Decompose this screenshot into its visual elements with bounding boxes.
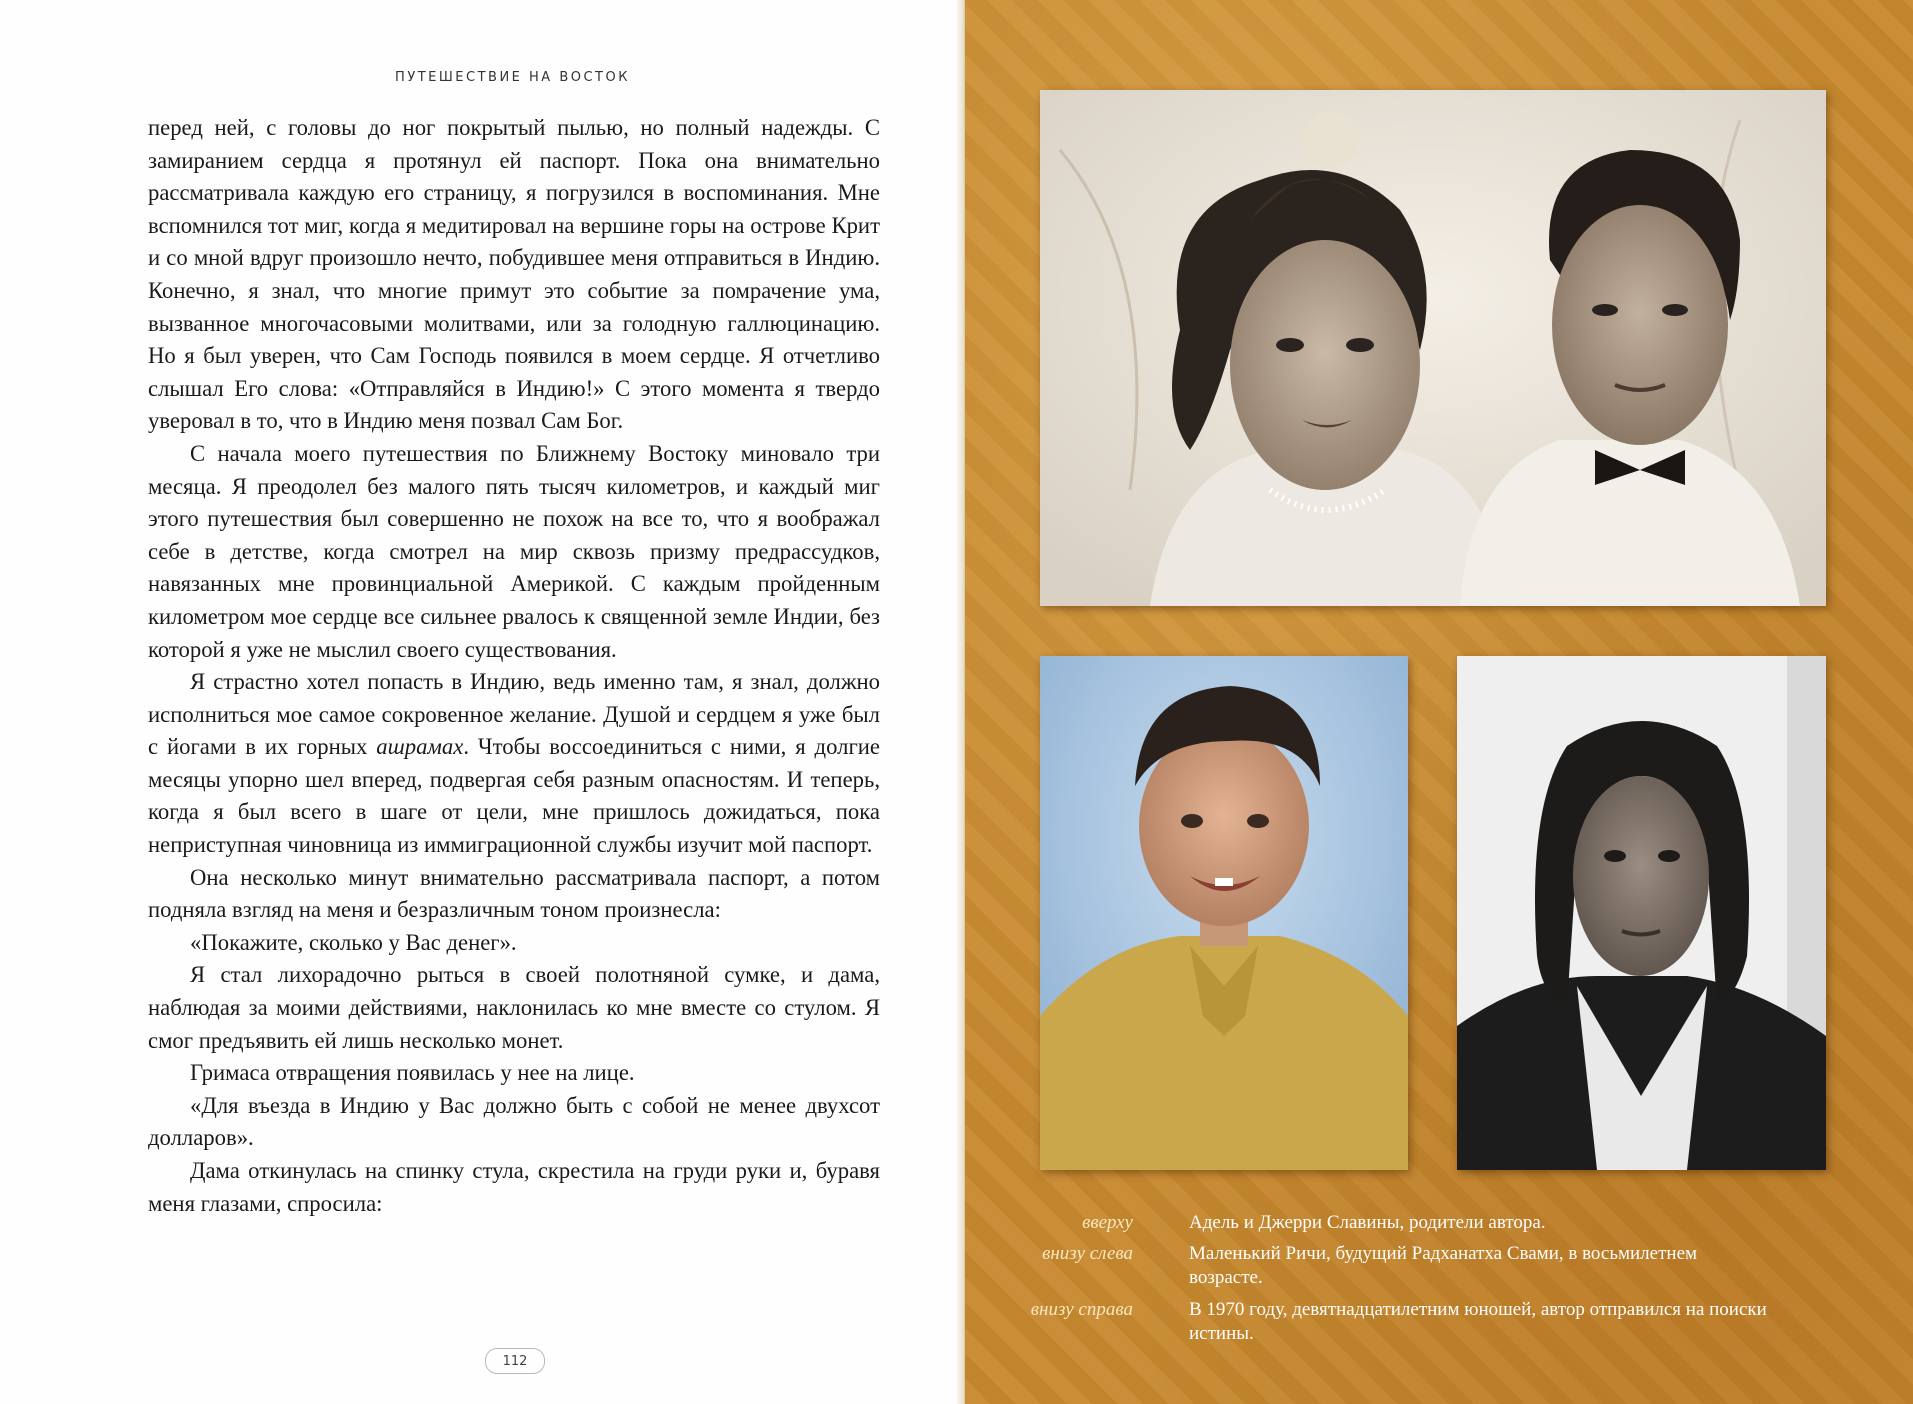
caption-top-label: вверху bbox=[1082, 1212, 1133, 1233]
right-page bbox=[965, 0, 1913, 1404]
paragraph-8: «Для въезда в Индию у Вас должно быть с собой не менее двухсот долларов». bbox=[148, 1092, 880, 1151]
paragraph-2: С начала моего путешествия по Ближнему Востоку миновало три месяца. Я преодолел без малого пять тысяч километров, и каждый миг этого путешествия был совершенно не похож на все то, что я воображал себе в детстве, когда смотрел на мир сквозь призму предрассудков, навязанных мне провинциальной Америкой. С каждым пройденным километром мое сердце все сильнее рвалось к священной земле Индии, без которой я уже не мыслил своего существования. bbox=[148, 440, 880, 662]
paragraph-3-end: . Чтобы воссоединиться с ними, я долгие месяцы упорно шел вперед, подвергая себя разным опасностям. И теперь, когда я был всего в шаге от цели, мне пришлось дожидаться, пока неприступная чиновница из иммиграционной службы изучит мой паспорт. bbox=[148, 734, 880, 858]
paragraph-7: Гримаса отвращения появилась у нее на лице. bbox=[190, 1060, 635, 1086]
body-text bbox=[148, 112, 880, 1220]
caption-bottom-right-text: В 1970 году, девятнадцатилетним юношей, автор отправился на поиски истины. bbox=[1189, 1299, 1767, 1344]
caption-bottom-right-label: внизу справа bbox=[1030, 1299, 1133, 1320]
paragraph-6: Я стал лихорадочно рыться в своей полотняной сумке, и дама, наблюдая за моими действиями, наклонилась ко мне вместе со стулом. Я смог предъявить ей лишь несколько монет. bbox=[148, 962, 880, 1053]
italic-term: ашрамах bbox=[376, 734, 464, 760]
caption-top-text: Адель и Джерри Славины, родители автора. bbox=[1189, 1212, 1546, 1233]
photo-boy bbox=[1040, 656, 1408, 1170]
photo-young-man-image bbox=[1457, 656, 1826, 1170]
paragraph-1: перед ней, с головы до ног покрытый пылью, но полный надежды. С замиранием сердца я протянул ей паспорт. Пока она внимательно рассматривала каждую его страницу, я погрузился в воспоминания. Мне вспомнился тот миг, когда я медитировал на вершине горы на острове Крит и со мной вдруг произошло нечто, побудившее меня отправиться в Индию. Конечно, я знал, что многие примут это событие за помрачение ума, вызванное многочасовыми молитвами, или за голодную галлюцинацию. Но я был уверен, что Сам Господь появился в моем сердце. Я отчетливо слышал Его слова: «Отправляйся в Индию!» С этого момента я твердо уверовал в то, что в Индию меня позвал Сам Бог. bbox=[148, 115, 880, 434]
paragraph-9: Дама откинулась на спинку стула, скрестила на груди руки и, буравя меня глазами, спросила: bbox=[148, 1158, 880, 1216]
paragraph-4: Она несколько минут внимательно рассматривала паспорт, а потом подняла взгляд на меня и безразличным тоном произнесла: bbox=[148, 864, 880, 923]
paragraph-3 bbox=[148, 666, 880, 862]
page-number-text: 112 bbox=[502, 1353, 528, 1369]
photo-parents-image bbox=[1040, 90, 1826, 606]
running-head: ПУТЕШЕСТВИЕ НА ВОСТОК bbox=[395, 70, 630, 85]
paragraph-5: «Покажите, сколько у Вас денег». bbox=[190, 929, 517, 955]
page-number bbox=[485, 1348, 545, 1374]
photo-parents bbox=[1040, 90, 1826, 606]
caption-bottom-left-text: Маленький Ричи, будущий Радханатха Свами, в восьмилетнем возрасте. bbox=[1189, 1243, 1698, 1288]
photo-young-man bbox=[1457, 656, 1826, 1170]
photo-boy-image bbox=[1040, 656, 1408, 1170]
caption-bottom-left-label: внизу слева bbox=[1042, 1243, 1133, 1264]
paragraph-3-start: Я страстно хотел попасть в Индию, ведь именно там, я знал, должно исполниться мое самое сокровенное желание. Душой и сердцем я уже был с йогами в их горных bbox=[148, 669, 880, 760]
